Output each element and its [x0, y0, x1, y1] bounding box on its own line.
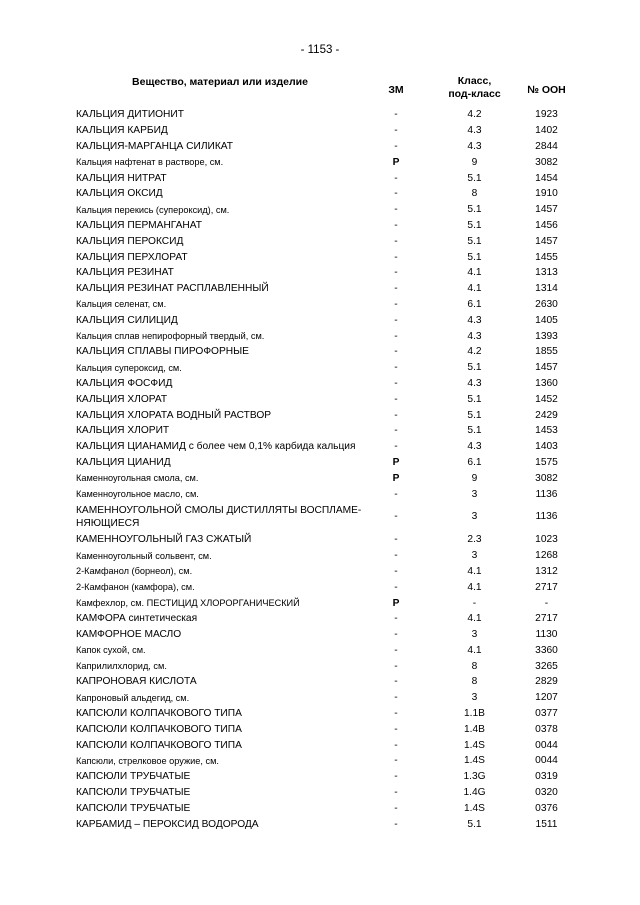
table-row [76, 721, 580, 737]
table-row [76, 564, 580, 580]
substance-name: КАЛЬЦИЯ ОКСИД [76, 188, 163, 200]
marine-pollutant-mark: - [394, 251, 398, 263]
marine-pollutant-mark: - [394, 314, 398, 326]
table-row [76, 107, 580, 123]
marine-pollutant-mark: - [394, 676, 398, 688]
table-row [76, 548, 580, 564]
page-number: - 1153 - [300, 44, 340, 56]
substance-name: КАПСЮЛИ КОЛПАЧКОВОГО ТИПА [76, 723, 242, 735]
marine-pollutant-mark: - [394, 818, 398, 830]
substance-name: КАМФОРА синтетическая [76, 613, 198, 625]
dangerous-goods-table [76, 75, 580, 832]
marine-pollutant-mark: - [394, 346, 398, 358]
substance-name: КАЛЬЦИЯ ФОСФИД [76, 377, 173, 389]
table-row [76, 737, 580, 753]
un-number: 0378 [535, 723, 558, 735]
marine-pollutant-mark: - [394, 362, 398, 374]
table-row [76, 816, 580, 832]
table-row [76, 800, 580, 816]
marine-pollutant-mark: - [394, 723, 398, 735]
marine-pollutant-mark: - [394, 511, 398, 523]
marine-pollutant-mark: - [394, 441, 398, 453]
table-row [76, 328, 580, 344]
un-number: 3082 [535, 156, 558, 168]
hazard-class: 1.4S [464, 755, 485, 767]
un-number: 1456 [535, 219, 558, 231]
marine-pollutant-mark: - [394, 330, 398, 342]
hazard-class: 5.1 [467, 204, 482, 216]
substance-name: КАПСЮЛИ КОЛПАЧКОВОГО ТИПА [76, 708, 242, 720]
table-row [76, 423, 580, 439]
hazard-class: 4.3 [467, 314, 482, 326]
marine-pollutant-mark: - [394, 425, 398, 437]
hazard-class: 3 [471, 692, 478, 704]
substance-name: Кальция перекись (супероксид), см. [76, 204, 230, 215]
hazard-class: 4.2 [467, 109, 482, 121]
hazard-class: 9 [471, 156, 478, 168]
table-row [76, 312, 580, 328]
table-row [76, 376, 580, 392]
table-row [76, 123, 580, 139]
table-row [76, 391, 580, 407]
marine-pollutant-mark: P [392, 456, 400, 468]
substance-name: 2-Камфанол (борнеол), см. [76, 566, 193, 577]
hazard-class: 9 [471, 472, 478, 484]
substance-name: Каменноугольная смола, см. [76, 473, 199, 484]
hazard-class: - [472, 597, 477, 609]
un-number: 2717 [535, 581, 558, 593]
un-number: 1454 [535, 172, 558, 184]
un-number: 0376 [535, 802, 558, 814]
table-row [76, 297, 580, 313]
marine-pollutant-mark: - [394, 172, 398, 184]
table-row [76, 139, 580, 155]
substance-name: 2-Камфанон (камфора), см. [76, 582, 195, 593]
un-number: 2829 [535, 676, 558, 688]
marine-pollutant-mark: - [394, 613, 398, 625]
un-number: 1207 [535, 692, 558, 704]
hazard-class: 8 [471, 188, 478, 200]
un-number: 1405 [535, 314, 558, 326]
table-row [76, 627, 580, 643]
marine-pollutant-mark: - [394, 188, 398, 200]
marine-pollutant-mark: - [394, 377, 398, 389]
un-number: 1455 [535, 251, 558, 263]
hazard-class: 5.1 [467, 393, 482, 405]
table-row [76, 690, 580, 706]
un-number: - [544, 597, 549, 609]
substance-name: КАЛЬЦИЯ ПЕРМАНГАНАТ [76, 219, 203, 231]
table-row [76, 502, 580, 532]
hazard-class: 5.1 [467, 409, 482, 421]
hazard-class: 1.4S [464, 802, 485, 814]
substance-name: КАЛЬЦИЯ ХЛОРАТА ВОДНЫЙ РАСТВОР [76, 409, 272, 421]
un-number: 2717 [535, 613, 558, 625]
marine-pollutant-mark: - [394, 534, 398, 546]
substance-name: КАЛЬЦИЯ-МАРГАНЦА СИЛИКАТ [76, 140, 233, 152]
substance-name: КАЛЬЦИЯ ДИТИОНИТ [76, 109, 184, 121]
substance-name: КАЛЬЦИЯ НИТРАТ [76, 172, 167, 184]
marine-pollutant-mark: - [394, 660, 398, 672]
hazard-class: 1.3G [463, 771, 486, 783]
header-class: Класс, под-класс [448, 75, 501, 100]
header-name: Вещество, материал или изделие [132, 76, 308, 88]
hazard-class: 5.1 [467, 219, 482, 231]
header-zm: ЗМ [388, 84, 404, 96]
hazard-class: 4.3 [467, 330, 482, 342]
un-number: 1313 [535, 267, 558, 279]
un-number: 2844 [535, 140, 558, 152]
marine-pollutant-mark: - [394, 488, 398, 500]
un-number: 2630 [535, 298, 558, 310]
substance-name: Кальция супероксид, см. [76, 362, 182, 373]
table-row [76, 407, 580, 423]
un-number: 3265 [535, 660, 558, 672]
un-number: 3360 [535, 644, 558, 656]
substance-name: КАЛЬЦИЯ ЦИАНАМИД с более чем 0,1% карбида кальция [76, 441, 356, 453]
hazard-class: 1.4G [463, 787, 486, 799]
hazard-class: 3 [471, 511, 478, 523]
table-row [76, 658, 580, 674]
hazard-class: 1.1B [464, 708, 485, 720]
un-number: 1453 [535, 425, 558, 437]
marine-pollutant-mark: - [394, 565, 398, 577]
hazard-class: 4.1 [467, 267, 482, 279]
table-row [76, 249, 580, 265]
table-row [76, 439, 580, 455]
un-number: 1910 [535, 188, 558, 200]
table-row [76, 233, 580, 249]
table-row [76, 674, 580, 690]
un-number: 0044 [535, 755, 558, 767]
table-row [76, 344, 580, 360]
hazard-class: 4.3 [467, 125, 482, 137]
hazard-class: 5.1 [467, 425, 482, 437]
substance-name: Кальция нафтенат в растворе, см. [76, 157, 224, 168]
substance-name: КАПРОНОВАЯ КИСЛОТА [76, 676, 197, 688]
un-number: 1402 [535, 125, 558, 137]
hazard-class: 5.1 [467, 172, 482, 184]
un-number: 1457 [535, 204, 558, 216]
table-row [76, 706, 580, 722]
marine-pollutant-mark: - [394, 629, 398, 641]
un-number: 1457 [535, 362, 558, 374]
hazard-class: 4.3 [467, 140, 482, 152]
hazard-class: 3 [471, 629, 478, 641]
substance-name: КАЛЬЦИЯ ХЛОРИТ [76, 425, 170, 437]
hazard-class: 4.2 [467, 346, 482, 358]
marine-pollutant-mark: - [394, 644, 398, 656]
un-number: 1136 [535, 511, 558, 523]
hazard-class: 4.3 [467, 441, 482, 453]
un-number: 0320 [535, 787, 558, 799]
marine-pollutant-mark: P [392, 597, 400, 609]
header-un-number: № ООН [527, 84, 566, 96]
un-number: 1511 [535, 818, 558, 830]
un-number: 0044 [535, 739, 558, 751]
hazard-class: 4.1 [467, 581, 482, 593]
un-number: 0319 [535, 771, 558, 783]
table-row [76, 643, 580, 659]
substance-name: КАПСЮЛИ ТРУБЧАТЫЕ [76, 802, 191, 814]
substance-name: КАРБАМИД – ПЕРОКСИД ВОДОРОДА [76, 818, 259, 830]
un-number: 3082 [535, 472, 558, 484]
table-row [76, 470, 580, 486]
un-number: 1457 [535, 235, 558, 247]
hazard-class: 8 [471, 660, 478, 672]
table-row [76, 532, 580, 548]
table-row [76, 202, 580, 218]
hazard-class: 4.3 [467, 377, 482, 389]
substance-name: КАМФОРНОЕ МАСЛО [76, 629, 182, 641]
marine-pollutant-mark: - [394, 109, 398, 121]
substance-name: КАПСЮЛИ ТРУБЧАТЫЕ [76, 771, 191, 783]
hazard-class: 1.4B [464, 723, 485, 735]
hazard-class: 4.1 [467, 644, 482, 656]
table-row [76, 455, 580, 471]
substance-name: КАМЕННОУГОЛЬНОЙ СМОЛЫ ДИСТИЛЛЯТЫ ВОСПЛАМЕ-НЯЮЩИЕСЯ [76, 504, 362, 529]
un-number: 2429 [535, 409, 558, 421]
marine-pollutant-mark: - [394, 787, 398, 799]
table-row [76, 595, 580, 611]
marine-pollutant-mark: - [394, 802, 398, 814]
substance-name: Капсюли, стрелковое оружие, см. [76, 755, 219, 766]
un-number: 1393 [535, 330, 558, 342]
marine-pollutant-mark: - [394, 581, 398, 593]
marine-pollutant-mark: - [394, 409, 398, 421]
substance-name: КАЛЬЦИЯ ХЛОРАТ [76, 393, 168, 405]
table-row [76, 579, 580, 595]
table-row [76, 186, 580, 202]
hazard-class: 3 [471, 550, 478, 562]
substance-name: Каменноугольное масло, см. [76, 489, 199, 500]
table-row [76, 769, 580, 785]
un-number: 1312 [535, 565, 558, 577]
hazard-class: 5.1 [467, 362, 482, 374]
hazard-class: 4.1 [467, 565, 482, 577]
marine-pollutant-mark: - [394, 235, 398, 247]
substance-name: Кальция селенат, см. [76, 299, 167, 310]
un-number: 1130 [535, 629, 558, 641]
un-number: 1023 [535, 534, 558, 546]
table-row [76, 170, 580, 186]
substance-name: КАЛЬЦИЯ ПЕРХЛОРАТ [76, 251, 188, 263]
hazard-class: 5.1 [467, 251, 482, 263]
un-number: 1575 [535, 456, 558, 468]
marine-pollutant-mark: - [394, 298, 398, 310]
hazard-class: 5.1 [467, 235, 482, 247]
un-number: 1136 [535, 488, 558, 500]
marine-pollutant-mark: - [394, 204, 398, 216]
marine-pollutant-mark: - [394, 708, 398, 720]
table-row [76, 154, 580, 170]
substance-name: Каменноугольный сольвент, см. [76, 550, 212, 561]
un-number: 1314 [535, 283, 558, 295]
marine-pollutant-mark: - [394, 692, 398, 704]
hazard-class: 6.1 [467, 456, 482, 468]
marine-pollutant-mark: - [394, 125, 398, 137]
substance-name: Кальция сплав непирофорный твердый, см. [76, 331, 265, 342]
substance-name: КАЛЬЦИЯ ПЕРОКСИД [76, 235, 184, 247]
marine-pollutant-mark: - [394, 219, 398, 231]
hazard-class: 1.4S [464, 739, 485, 751]
un-number: 1403 [535, 441, 558, 453]
substance-name: КАЛЬЦИЯ РЕЗИНАТ РАСПЛАВЛЕННЫЙ [76, 283, 269, 295]
un-number: 1360 [535, 377, 558, 389]
table-row [76, 785, 580, 801]
substance-name: Камфехлор, см. ПЕСТИЦИД ХЛОРОРГАНИЧЕСКИЙ [76, 598, 300, 608]
table-row [76, 486, 580, 502]
substance-name: КАЛЬЦИЯ РЕЗИНАТ [76, 267, 174, 279]
hazard-class: 2.3 [467, 534, 482, 546]
un-number: 1923 [535, 109, 558, 121]
hazard-class: 3 [471, 488, 478, 500]
table-row [76, 360, 580, 376]
un-number: 1855 [535, 346, 558, 358]
un-number: 0377 [535, 708, 558, 720]
marine-pollutant-mark: - [394, 267, 398, 279]
table-row [76, 218, 580, 234]
substance-name: Капроновый альдегид, см. [76, 692, 190, 703]
substance-name: КАПСЮЛИ КОЛПАЧКОВОГО ТИПА [76, 739, 242, 751]
marine-pollutant-mark: - [394, 739, 398, 751]
marine-pollutant-mark: P [392, 472, 400, 484]
table-body [76, 107, 580, 832]
table-row [76, 265, 580, 281]
marine-pollutant-mark: - [394, 771, 398, 783]
hazard-class: 4.1 [467, 613, 482, 625]
substance-name: КАПСЮЛИ ТРУБЧАТЫЕ [76, 787, 191, 799]
un-number: 1268 [535, 550, 558, 562]
table-header [76, 75, 580, 107]
marine-pollutant-mark: - [394, 140, 398, 152]
table-row [76, 611, 580, 627]
substance-name: КАЛЬЦИЯ КАРБИД [76, 125, 168, 137]
un-number: 1452 [535, 393, 558, 405]
substance-name: КАМЕННОУГОЛЬНЫЙ ГАЗ СЖАТЫЙ [76, 534, 252, 546]
substance-name: Каприлилхлорид, см. [76, 661, 167, 672]
substance-name: КАЛЬЦИЯ СИЛИЦИД [76, 314, 178, 326]
substance-name: КАЛЬЦИЯ СПЛАВЫ ПИРОФОРНЫЕ [76, 346, 249, 358]
marine-pollutant-mark: - [394, 393, 398, 405]
marine-pollutant-mark: - [394, 550, 398, 562]
hazard-class: 5.1 [467, 818, 482, 830]
hazard-class: 6.1 [467, 298, 482, 310]
hazard-class: 8 [471, 676, 478, 688]
marine-pollutant-mark: - [394, 755, 398, 767]
marine-pollutant-mark: P [392, 156, 400, 168]
table-row [76, 281, 580, 297]
hazard-class: 4.1 [467, 283, 482, 295]
substance-name: Капок сухой, см. [76, 645, 146, 656]
marine-pollutant-mark: - [394, 283, 398, 295]
table-row [76, 753, 580, 769]
substance-name: КАЛЬЦИЯ ЦИАНИД [76, 456, 171, 468]
